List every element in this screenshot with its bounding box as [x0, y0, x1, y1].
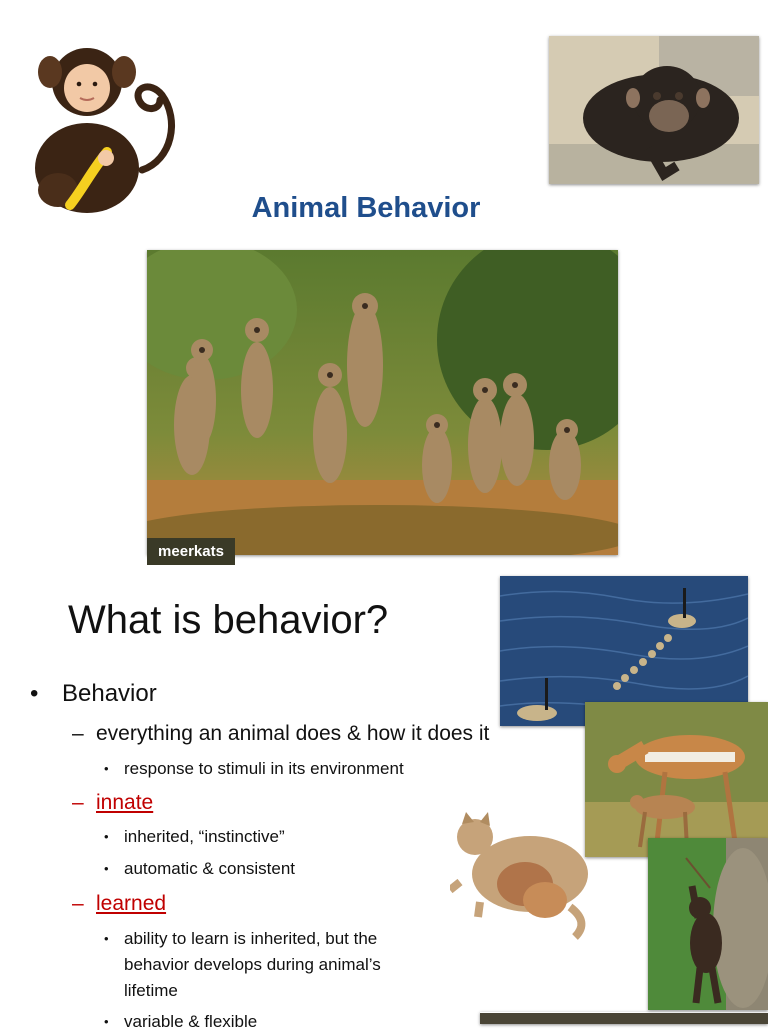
innate-item: [104, 824, 285, 850]
innate-item: [104, 856, 295, 882]
bullet-marker: •: [104, 931, 109, 946]
bullet-behavior: [30, 680, 157, 708]
meerkats-photo: [147, 250, 618, 555]
learned-item: [104, 1009, 257, 1035]
definition-text: everything an animal does & how it does it: [96, 722, 490, 745]
learned-label: learned: [96, 892, 167, 915]
learned-heading: [72, 892, 166, 916]
dash-marker: –: [72, 791, 84, 814]
slide-title: Animal Behavior: [251, 192, 481, 224]
bullet-marker: •: [30, 680, 39, 707]
chimp-using-tool-photo: [648, 838, 768, 1010]
dash-marker: –: [72, 892, 84, 915]
bullet-marker: •: [104, 761, 109, 776]
innate-item-text: automatic & consistent: [124, 859, 296, 878]
definition-item: [72, 722, 489, 746]
learned-item-text: variable & flexible: [124, 1012, 258, 1031]
gazelle-photo: [585, 702, 768, 857]
learned-item: [104, 926, 414, 1004]
bullet-label: Behavior: [62, 680, 157, 707]
definition-subitem: [104, 756, 404, 782]
innate-heading: [72, 791, 153, 815]
innate-item-text: inherited, “instinctive”: [124, 827, 285, 846]
dash-marker: –: [72, 722, 84, 745]
animal-photo-partial: [480, 1012, 768, 1024]
bullet-marker: •: [104, 1014, 109, 1029]
bullet-marker: •: [104, 861, 109, 876]
baby-monkey-costume-image: [22, 40, 177, 215]
cat-nursing-kittens-image: [450, 812, 595, 942]
innate-label: innate: [96, 791, 154, 814]
bullet-marker: •: [104, 829, 109, 844]
chimpanzee-photo: [549, 36, 759, 184]
subitem-text: response to stimuli in its environment: [124, 759, 404, 778]
slide-heading: What is behavior?: [68, 598, 389, 642]
learned-item-text: ability to learn is inherited, but the behavior develops during animal’s lifetime: [124, 929, 381, 1000]
photo-caption: meerkats: [147, 538, 235, 565]
